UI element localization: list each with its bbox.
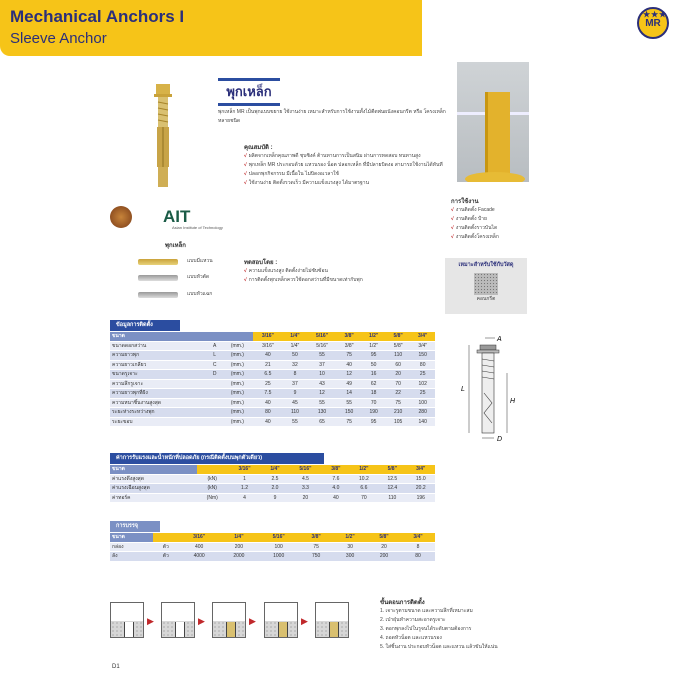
sleeve-anchor-image [152,82,174,192]
application-item: √ งานติดตั้ง ป้าย [451,216,487,222]
diagram-label-d: D [497,436,503,443]
table-row [110,370,435,380]
anchor-type-name: แบบมีแหวน [187,258,213,264]
row-label: ระยะขอบ [110,417,208,427]
install-step-5 [315,602,349,638]
table-cell: 100 [410,398,435,408]
table-header-cell [153,533,179,542]
step-item: 3. ตอกพุกลงไปในรูจนได้ระดับตามต้องการ [380,626,472,632]
table-cell: 150 [337,408,362,418]
table-cell: 32 [283,360,308,370]
table-cell: 20 [386,370,411,380]
table-cell: 210 [386,408,411,418]
row-symbol [208,398,222,408]
check-icon: √ [244,171,247,177]
row-unit: (mm.) [222,389,253,399]
concrete-swatch [474,273,498,295]
row-symbol: C [208,360,222,370]
table-row [110,484,435,494]
table-header-cell: 3/16" [228,465,261,474]
check-icon: √ [244,162,247,168]
page-title: Mechanical Anchors I [10,7,185,26]
table-row [110,408,435,418]
anchor-type-name: แบบหัวตัด [187,274,210,280]
table-cell: 20 [367,542,401,552]
applications-label: การใช้งาน [451,199,479,205]
table-cell: 280 [410,408,435,418]
intro-text: พุกเหล็ก MR เป็นพุกแบบขยาย ใช้งานง่าย เหมาะสำหรับการใช้งานทั้งไม้ตีดพ่นผนังคอนกรีต หรือ โครงเหล็กหลายชนิด [218,109,446,124]
material-box [445,258,527,314]
table-cell: 20.2 [407,484,435,494]
table-cell: 43 [307,379,337,389]
table-header-cell: 1/2" [361,332,386,341]
table-cell: 100 [258,542,299,552]
table-header-cell: 3/4" [410,332,435,341]
table-header-cell: 3/4" [407,465,435,474]
table-header-cell: 1/4" [283,332,308,341]
table-cell: 1000 [258,552,299,562]
steps-block [380,597,530,652]
table-cell: 55 [337,398,362,408]
table-cell: 95 [361,351,386,361]
row-label: ความยาวพุกที่ฝัง [110,389,208,399]
usage-item: √ การติดตั้งพุกเหล็กควรใช้ดอกสว่านที่มีขนาดเท่ากับพุก [244,277,363,283]
table-cell: 102 [410,379,435,389]
table-header-cell: 5/16" [258,533,299,542]
table-cell: 30 [333,542,367,552]
row-unit: (mm.) [222,360,253,370]
step-item: 4. ถอดหัวน็อต และแหวนรอง [380,635,442,641]
row-symbol: L [208,351,222,361]
table-cell: 1/2" [361,341,386,351]
star-icon: ★ [659,10,667,19]
table-cell: 25 [253,379,283,389]
table-cell: 10 [307,370,337,380]
install-step-3 [212,602,246,638]
row-unit: (mm.) [222,417,253,427]
table-cell: 55 [283,417,308,427]
row-unit: (mm.) [222,398,253,408]
table-header-cell: 3/4" [401,533,435,542]
table-header-cell: 5/16" [289,465,322,474]
star-icon: ★ [643,10,651,19]
table-cell: 7.6 [322,474,350,484]
table-cell: 3/16" [253,341,283,351]
feature-item: √ ใช้งานง่าย ติดตั้งรวดเร็ว มีความแข็งแรงสูง ได้มาตรฐาน [244,180,369,186]
page-number: D1 [112,664,120,670]
table-header-cell: 3/8" [322,465,350,474]
table-header-cell: 5/8" [378,465,406,474]
brand-logo [637,7,669,39]
diagram-label-l: L [461,386,465,393]
row-label: ค่าแรงดึงสูงสุด [110,474,197,484]
logo-text: MR [645,18,661,29]
table-cell: 12.4 [378,484,406,494]
row-symbol: D [208,370,222,380]
check-icon: √ [244,277,247,283]
row-unit: (mm.) [222,351,253,361]
table-cell: 40 [253,398,283,408]
table-cell: 1.2 [228,484,261,494]
table-cell: 14 [337,389,362,399]
table-cell: 12 [337,370,362,380]
table-cell: 40 [337,360,362,370]
row-unit: (mm.) [222,408,253,418]
table-row [110,360,435,370]
check-icon: √ [451,207,454,213]
table-cell: 65 [307,417,337,427]
row-label: ลัง [110,552,153,562]
check-icon: √ [451,234,454,240]
table-header-cell: ขนาด [110,332,253,341]
install-step-4 [264,602,298,638]
page-subtitle: Sleeve Anchor [10,30,107,47]
row-label: ขนาดดอกสว่าน [110,341,208,351]
table-cell: 50 [283,351,308,361]
table-cell: 2000 [220,552,259,562]
installation-photo [457,62,529,182]
table-cell: 1 [228,474,261,484]
table-cell: 200 [367,552,401,562]
table-cell: 3/4" [410,341,435,351]
table-row [110,398,435,408]
row-unit: (mm.) [222,370,253,380]
pack-table-title: การบรรจุ [110,521,160,532]
row-unit: (mm.) [222,379,253,389]
table-cell: 140 [410,417,435,427]
table-row [110,417,435,427]
row-label: ระยะห่างระหว่างพุก [110,408,208,418]
arrow-right-icon: ▶ [198,616,205,626]
arrow-right-icon: ▶ [249,616,256,626]
table-cell: 80 [253,408,283,418]
table-cell: 6.5 [253,370,283,380]
anchor-type-image [138,259,178,265]
table-cell: 22 [386,389,411,399]
application-item: √ งานติดตั้ง Facade [451,207,495,213]
diagram-label-h: H [510,398,516,405]
table-cell: 4 [228,493,261,503]
table-cell: 400 [179,542,220,552]
table-cell: 150 [410,351,435,361]
check-icon: √ [451,216,454,222]
table-cell: 300 [333,552,367,562]
row-label: ค่าแรงเฉือนสูงสุด [110,484,197,494]
table-row [110,493,435,503]
table-cell: 6.6 [350,484,378,494]
install-step-1 [110,602,144,638]
row-unit: ตัว [153,542,179,552]
arrow-right-icon: ▶ [147,616,154,626]
table-row [110,474,435,484]
table-cell: 196 [407,493,435,503]
table-cell: 5/8" [386,341,411,351]
row-label: กล่อง [110,542,153,552]
step-item: 2. เป่าฝุ่นทำความสะอาดรูเจาะ [380,617,446,623]
table-cell: 2.5 [261,474,289,484]
spec-table-title: ข้อมูลการติดตั้ง [110,320,180,331]
table-cell: 80 [410,360,435,370]
star-icon: ★ [651,10,659,19]
certification-seal [110,206,132,228]
row-symbol: A [208,341,222,351]
table-cell: 80 [401,552,435,562]
material-caption: คอนกรีต [476,296,496,302]
feature-item: √ พุกเหล็ก MR ประกอบด้วย แหวนรอง น็อต ปลอกเหล็ก ที่มีปลายบิดงอ สามารถใช้งานได้ทันที [244,162,443,168]
table-cell: 12.5 [378,474,406,484]
table-cell: 75 [299,542,333,552]
table-cell: 15.0 [407,474,435,484]
row-symbol [208,417,222,427]
table-header-cell: 5/8" [367,533,401,542]
row-label: ความยาวเกลียว [110,360,208,370]
step-item: 5. ใส่ชิ้นงาน ประกอบหัวน็อต และแหวน แล้วขันให้แน่น [380,644,498,650]
table-cell: 4000 [179,552,220,562]
table-cell: 50 [361,360,386,370]
usage-block [244,257,444,285]
table-header-row [110,332,435,341]
table-cell: 75 [386,398,411,408]
table-header-row [110,465,435,474]
table-cell: 4.0 [322,484,350,494]
table-row [110,341,435,351]
row-unit: ตัว [153,552,179,562]
table-header-cell: 3/16" [179,533,220,542]
table-row [110,552,435,562]
row-symbol [208,389,222,399]
table-header-cell: ขนาด [110,533,153,542]
table-header-cell [197,465,228,474]
table-cell: 110 [283,408,308,418]
application-item: √ งานติดตั้งโครงเหล็ก [451,234,499,240]
table-cell: 110 [386,351,411,361]
table-header-cell: 5/8" [386,332,411,341]
table-header-cell: ขนาด [110,465,197,474]
application-item: √ งานติดตั้งราวบันได [451,225,498,231]
table-cell: 3/8" [337,341,362,351]
row-symbol [208,379,222,389]
table-header-row [110,533,435,542]
anchor-type-name: แบบหัวแฉก [187,291,213,297]
table-cell: 20 [289,493,322,503]
usage-label: ทดสอบโดย : [244,260,278,266]
check-icon: √ [244,153,247,159]
table-cell: 62 [361,379,386,389]
table-header-cell: 3/8" [337,332,362,341]
table-cell: 70 [386,379,411,389]
table-header-cell: 1/2" [350,465,378,474]
header-banner [0,0,667,56]
table-row [110,542,435,552]
table-cell: 55 [307,398,337,408]
table-header-cell: 3/8" [299,533,333,542]
table-cell: 37 [307,360,337,370]
diagram-label-a: A [497,336,502,343]
install-step-2 [161,602,195,638]
usage-item: √ ความแข็งแรงสูง ติดตั้งง่ายไม่ซับซ้อน [244,268,328,274]
arrow-right-icon: ▶ [301,616,308,626]
table-cell: 7.5 [253,389,283,399]
anchor-type-image [138,275,178,281]
applications-block [451,196,531,242]
table-cell: 9 [261,493,289,503]
check-icon: √ [244,268,247,274]
table-cell: 10.2 [350,474,378,484]
row-unit: (mm.) [222,341,253,351]
table-cell: 105 [386,417,411,427]
ait-logo: AIT [163,207,191,226]
table-cell: 16 [361,370,386,380]
anchor-type-image [138,292,178,298]
table-cell: 21 [253,360,283,370]
load-table [110,465,435,503]
row-label: ขนาดรูเจาะ [110,370,208,380]
table-row [110,379,435,389]
row-unit: (kN) [197,484,228,494]
table-cell: 40 [253,351,283,361]
row-unit: (Nm) [197,493,228,503]
pack-table [110,533,435,562]
row-label: ความหนาชิ้นงานสูงสุด [110,398,208,408]
table-cell: 110 [378,493,406,503]
table-cell: 750 [299,552,333,562]
table-cell: 2.0 [261,484,289,494]
table-cell: 25 [410,370,435,380]
check-icon: √ [244,180,247,186]
table-row [110,351,435,361]
table-cell: 8 [401,542,435,552]
steps-title: ขั้นตอนการติดตั้ง [380,600,425,606]
load-table-title: ค่าการรับแรงและน้ำหนักที่ปลอดภัย (กรณีติดตั้งบนพุกตัวเดียว) [110,453,324,464]
table-cell: 3.3 [289,484,322,494]
table-cell: 37 [283,379,308,389]
table-cell: 5/16" [307,341,337,351]
table-cell: 8 [283,370,308,380]
table-cell: 75 [337,351,362,361]
table-cell: 40 [322,493,350,503]
table-row [110,389,435,399]
table-cell: 60 [386,360,411,370]
table-cell: 25 [410,389,435,399]
row-label: ค่าทอร์ค [110,493,197,503]
row-label: ความลึกรูเจาะ [110,379,208,389]
table-cell: 49 [337,379,362,389]
table-cell: 55 [307,351,337,361]
table-header-cell: 1/4" [220,533,259,542]
section-title: พุกเหล็ก [218,78,280,106]
table-cell: 130 [307,408,337,418]
table-cell: 40 [253,417,283,427]
table-cell: 200 [220,542,259,552]
row-symbol [208,408,222,418]
table-cell: 45 [283,398,308,408]
table-cell: 9 [283,389,308,399]
table-header-cell: 1/2" [333,533,367,542]
anchor-list-label: พุกเหล็ก [165,243,186,249]
table-cell: 95 [361,417,386,427]
row-unit: (kN) [197,474,228,484]
table-cell: 75 [337,417,362,427]
table-header-cell: 1/4" [261,465,289,474]
table-cell: 18 [361,389,386,399]
table-cell: 1/4" [283,341,308,351]
row-label: ความยาวพุก [110,351,208,361]
ait-subtitle: Asian Institute of Technology [172,225,223,230]
features-label: คุณสมบัติ : [244,145,273,151]
table-cell: 70 [350,493,378,503]
table-header-cell: 3/16" [253,332,283,341]
table-cell: 70 [361,398,386,408]
material-label: เหมาะสำหรับใช้กับวัสดุ [458,262,514,268]
table-header-cell: 5/16" [307,332,337,341]
anchor-dimension-diagram [455,333,525,443]
step-item: 1. เจาะรูตามขนาด และความลึกที่เหมาะสม [380,608,473,614]
table-cell: 190 [361,408,386,418]
spec-table [110,332,435,427]
table-cell: 12 [307,389,337,399]
feature-item: √ ผลิตจากเหล็กคุณภาพดี ชุบซิงค์ ต้านทานการเป็นสนิม ผ่านการทดสอบ ทนทานสูง [244,153,421,159]
check-icon: √ [451,225,454,231]
table-cell: 4.5 [289,474,322,484]
feature-item: √ ปลอกพุกกิจกรรม มีเนื้อใน ไม่บิดงอเวลาใช้ [244,171,339,177]
features-block [244,142,444,188]
